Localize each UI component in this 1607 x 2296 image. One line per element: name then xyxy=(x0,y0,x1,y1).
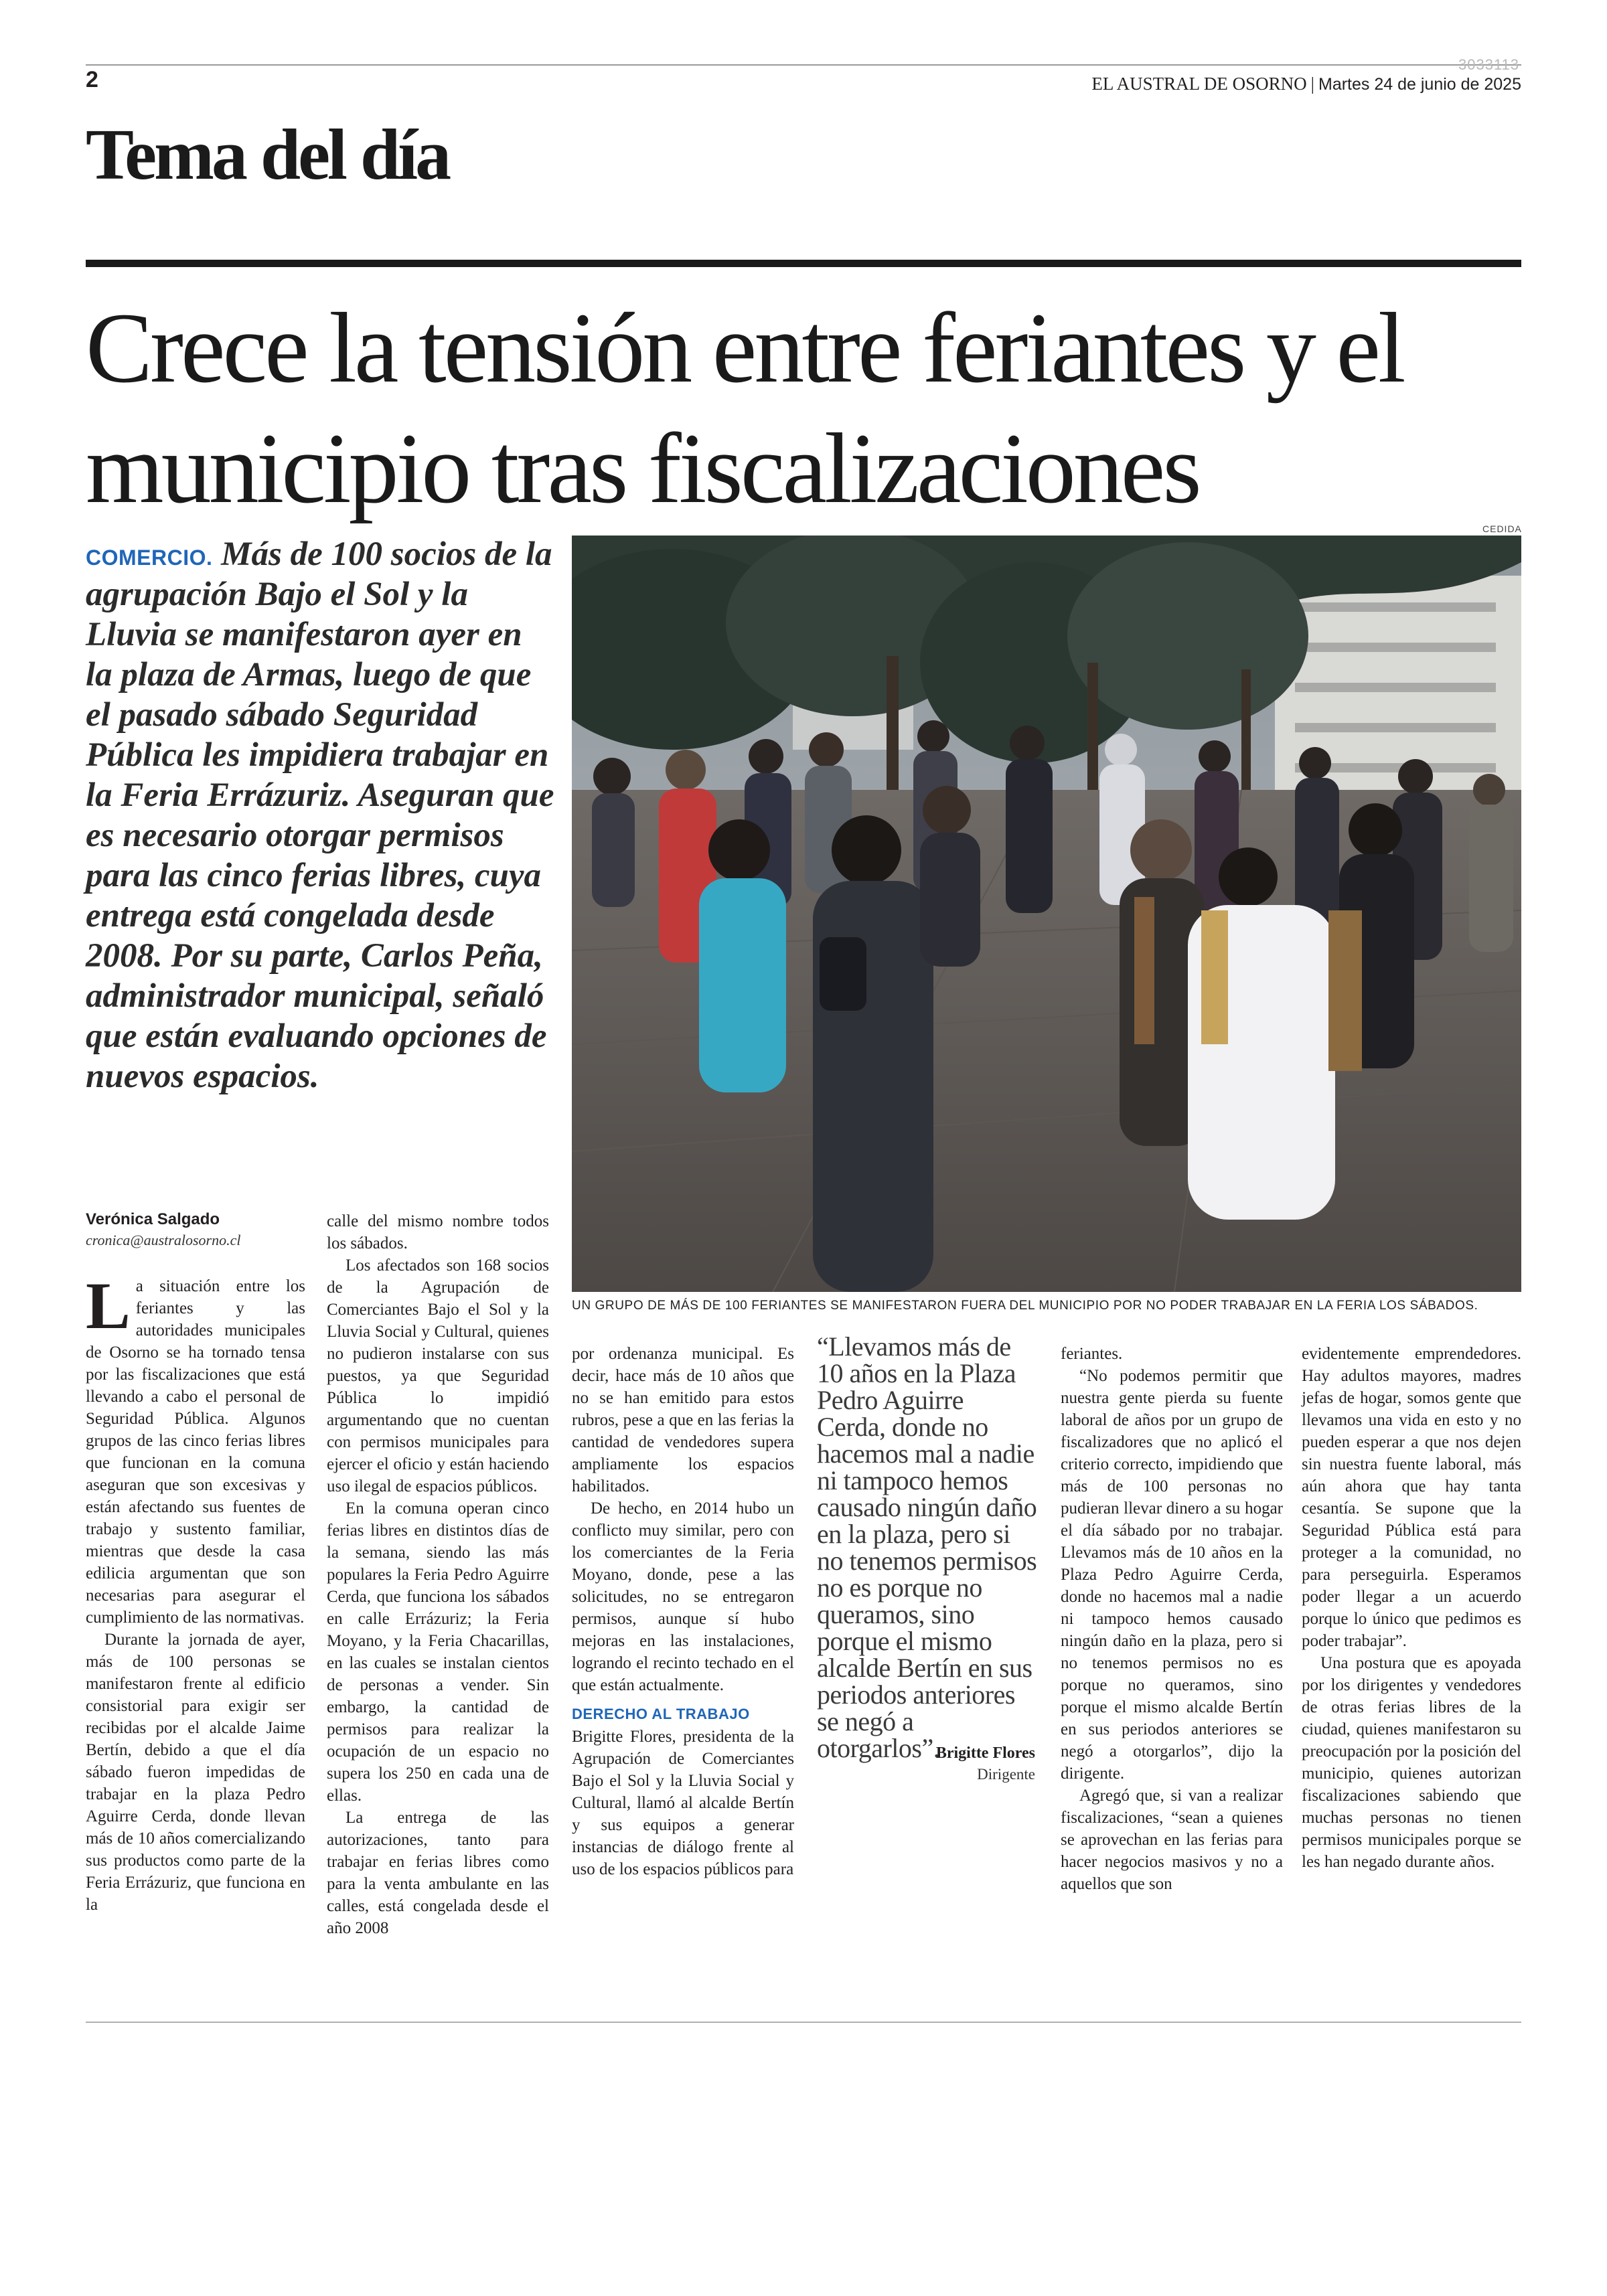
paragraph-3: Los afectados son 168 socios de la Agrupación de Comerciantes Bajo el Sol y la Lluvia Social y Cultural, quienes no pudieron instalarse con sus puestos, ya que Seguridad Pública lo impidió argumentando que no cuentan con permisos municipales para ejercer el oficio y están haciendo uso ilegal de espacios públicos. xyxy=(327,1256,549,1495)
paragraph-4: En la comuna operan cinco ferias libres en distintos días de la semana, siendo las más populares la Feria Pedro Aguirre Cerda, que funciona los sábados en calle Errázuriz; la Feria Moyano, y la Feria Chacarillas, en las cuales se instalan cientos de personas a vender. Sin embargo, la cantidad de permisos para realizar la ocupación de un espacio no supera los 250 en cada una de ellas. xyxy=(327,1499,549,1805)
paragraph-9: Agregó que, si van a realizar fiscalizaciones, “sean a quienes se aprovechan en las ferias para hacer negocios masivos y no a aquellos que son xyxy=(1061,1787,1283,1893)
paragraph-6: De hecho, en 2014 hubo un conflicto muy similar, pero con los comerciantes de la Feria Moyano, donde, pese a las solicitudes, no se entregaron permisos, aunque sí hubo mejoras en las instalaciones, logrando el recinto techado en el que están actualmente. xyxy=(572,1499,794,1694)
lede xyxy=(86,534,554,1096)
headline: Crece la tensión entre feriantes y el municipio tras fiscalizaciones xyxy=(86,293,1403,524)
bottom-rule xyxy=(86,2022,1521,2023)
section-title: Tema del día xyxy=(86,115,449,195)
drop-cap: L xyxy=(86,1268,131,1343)
paragraph-10: Una postura que es apoyada por los dirigentes y vendedores de otras ferias libres de la ciudad, quienes manifestaron su preocupación por la posición del municipio, quienes autorizan fiscalizaciones sabiendo que muchas personas no tienen permisos municipales porque se les han negado durante años. xyxy=(1302,1654,1521,1871)
top-rule xyxy=(86,64,1521,66)
protest-photo xyxy=(572,536,1521,1292)
paragraph-1-text: a situación entre los feriantes y las autoridades municipales de Osorno se ha tornado tensa por las fiscalizaciones que está llevando a cabo el personal de Seguridad Pública. Algunos grupos de las cinco ferias libres que funcionan en la comuna aseguran que son excesivas y están afectando sus fuentes de trabajo y sustento familiar, mientras que desde la casa edilicia argumentan que son necesarias para asegurar el cumplimiento de las normativas. xyxy=(86,1277,305,1627)
paragraph-9-cont: evidentemente emprendedores. Hay adultos mayores, madres jefas de hogar, somos gente que llevamos una vida en esto y no pueden esperar a que nos dejen sin nuestra fuente laboral, más aún ahora que hay tanta cesantía. Se supone que la Seguridad Pública está para proteger a la comunidad, no para perseguirla. Esperamos poder llegar a un acuerdo porque lo único que pedimos es poder trabajar”. xyxy=(1302,1345,1521,1650)
lede-kicker: COMERCIO. xyxy=(86,546,213,570)
photo-credit: CEDIDA xyxy=(1482,523,1522,534)
archive-stamp: 3033113 xyxy=(1458,56,1520,73)
protest-photo-illustration xyxy=(572,536,1521,1292)
masthead-separator: | xyxy=(1310,74,1314,94)
paragraph-2-cont: calle del mismo nombre todos los sábados. xyxy=(327,1212,549,1252)
paragraph-1 xyxy=(86,1268,305,1629)
masthead xyxy=(1091,74,1521,94)
paragraph-2: Durante la jornada de ayer, más de 100 personas se manifestaron frente al edificio consistorial para exigir ser recibidas por el alcalde Jaime Bertín, debido a que el día sábado fueron impedidas de trabajar en la plaza Pedro Aguirre Cerda, donde llevan más de 10 años comercializando sus productos como parte de la Feria Errázuriz, que funciona en la xyxy=(86,1631,305,1914)
publication-name: EL AUSTRAL DE OSORNO xyxy=(1091,74,1307,94)
body-column-6 xyxy=(1302,1343,1521,1873)
section-rule xyxy=(86,260,1521,267)
pull-quote-role: Dirigente xyxy=(977,1766,1035,1783)
paragraph-7-cont: feriantes. xyxy=(1061,1345,1123,1363)
issue-date: Martes 24 de junio de 2025 xyxy=(1318,75,1521,94)
body-column-5 xyxy=(1061,1343,1283,1895)
body-column-1 xyxy=(86,1268,305,1916)
paragraph-5: La entrega de las autorizaciones, tanto para trabajar en ferias libres como para la venta ambulante en las calles, está congelada desde el año 2008 xyxy=(327,1809,549,1937)
page-number: 2 xyxy=(86,67,98,92)
paragraph-8: “No podemos permitir que nuestra gente pierda su fuente laboral de años por un grupo de fiscalizadores que no aplicó el criterio correcto, impidiendo que más de 100 personas no pudieran llevar dinero a su hogar el día sábado por no trabajar. Llevamos más de 10 años en la Plaza Pedro Aguirre Cerda, donde no hacemos mal a nadie ni tampoco hemos causado ningún daño en la plaza, pero si no tenemos permisos no es porque no queramos, sino porque el mismo alcalde Bertín en sus periodos anteriores se negó a otorgarlos”, dijo la dirigente. xyxy=(1061,1367,1283,1783)
lede-text: Más de 100 socios de la agrupación Bajo el Sol y la Lluvia se manifestaron ayer en la plaza de Armas, luego de que el pasado sábado Seguridad Pública les impidiera trabajar en la Feria Errázuriz. Aseguran que es necesario otorgar permisos para las cinco ferias libres, cuya entrega está congelada desde 2008. Por su parte, Carlos Peña, administrador municipal, señaló que están evaluando opciones de nuevos espacios. xyxy=(86,536,554,1095)
photo-caption: UN GRUPO DE MÁS DE 100 FERIANTES SE MANIFESTARON FUERA DEL MUNICIPIO POR NO PODER TRABAJAR EN LA FERIA LOS SÁBADOS. xyxy=(572,1299,1478,1313)
body-column-2 xyxy=(327,1210,549,1939)
body-column-3 xyxy=(572,1343,794,1880)
pull-quote-name: Brigitte Flores xyxy=(935,1744,1035,1762)
paragraph-5-cont: por ordenanza municipal. Es decir, hace más de 10 años que no se han emitido para estos rubros, pese a que en las ferias la cantidad de vendedores supera ampliamente los espacios habilitados. xyxy=(572,1345,794,1495)
subheading: DERECHO AL TRABAJO xyxy=(572,1706,750,1722)
paragraph-7: Brigitte Flores, presidenta de la Agrupación de Comerciantes Bajo el Sol y la Lluvia Social y Cultural, llamó al alcalde Bertín y sus equipos a generar instancias de diálogo frente al uso de los espacios públicos para xyxy=(572,1728,794,1878)
byline-name: Verónica Salgado xyxy=(86,1210,220,1228)
byline-email: cronica@australosorno.cl xyxy=(86,1232,241,1248)
pull-quote: “Llevamos más de 10 años en la Plaza Pedro Aguirre Cerda, donde no hacemos mal a nadie ni tampoco hemos causado ningún daño en la plaza, pero si no tenemos permisos no es porque no queramos, sino porque el mismo alcalde Bertín en sus periodos anteriores se negó a otorgarlos”. xyxy=(817,1331,1037,1763)
